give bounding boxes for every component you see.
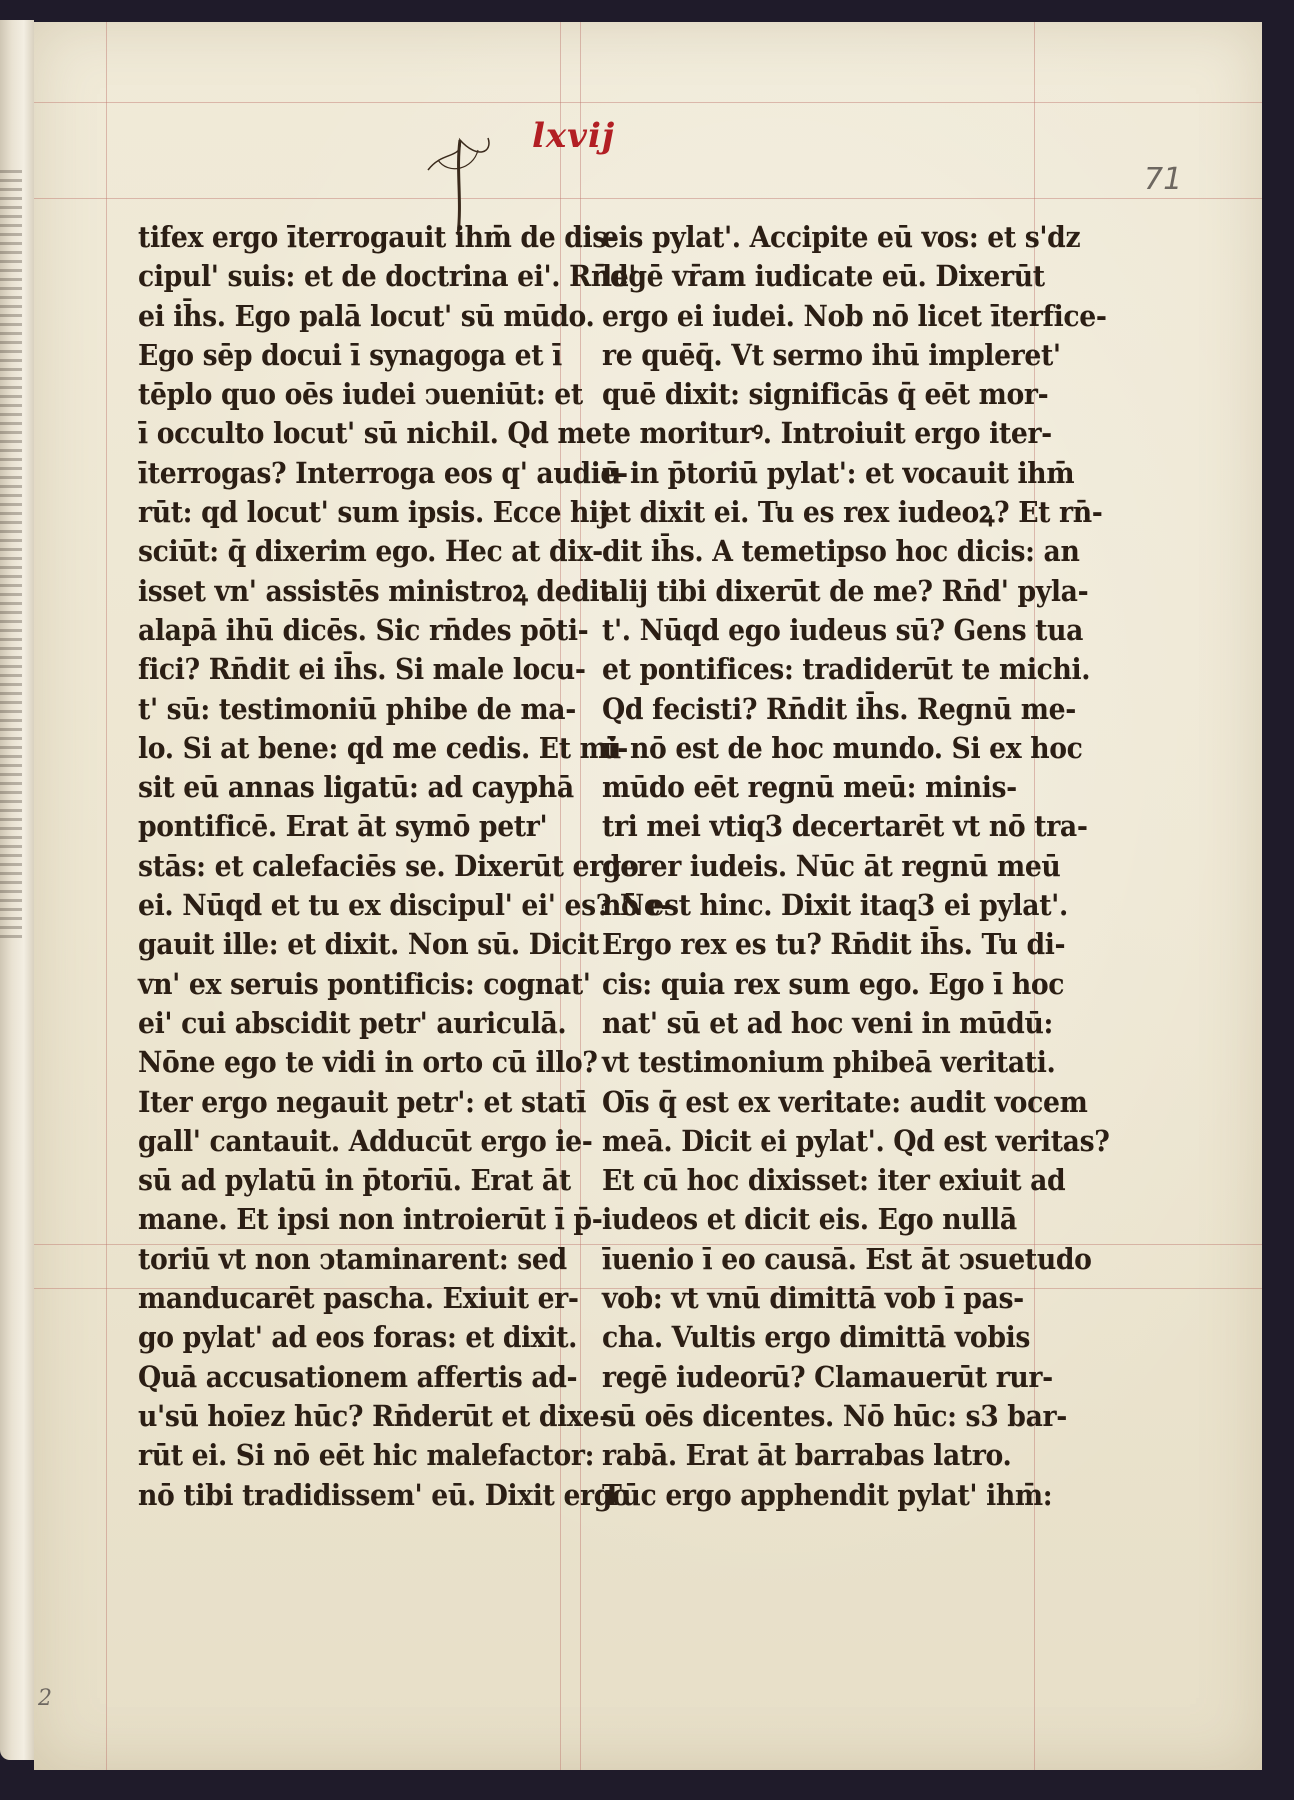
text-line: cis: quia rex sum ego. Ego ī hoc <box>602 966 1065 1001</box>
text-line: cipul' suis: et de doctrina ei'. Rn̄d' <box>138 259 637 294</box>
text-line: et pontifices: tradiderūt te michi. <box>602 652 1091 687</box>
text-line: nō tibi tradidissem' eū. Dixit ergo <box>138 1477 630 1512</box>
text-line: rūt: qd locut' sum ipsis. Ecce hij <box>138 495 609 530</box>
text-line: tifex ergo īterrogauit ihm̄ de dis- <box>138 220 618 254</box>
text-line: Iter ergo negauit petr': et statī <box>138 1084 587 1119</box>
text-line: iudeos et dicit eis. Ego nullā <box>602 1202 1017 1237</box>
folio-number: 71 <box>1144 162 1183 197</box>
ruling-line <box>106 22 107 1770</box>
text-line: t'. Nūqd ego iudeus sū? Gens tua <box>602 612 1084 647</box>
text-line: dit ih̄s. A temetipso hoc dicis: an <box>602 534 1080 569</box>
text-line: Oīs q̄ est ex veritate: audit vocem <box>602 1084 1088 1119</box>
text-line: meā. Dicit ei pylat'. Qd est veritas? <box>602 1123 1110 1158</box>
text-line: Quā accusationem affertis ad- <box>138 1359 578 1394</box>
text-line: nō est hinc. Dixit itaq3 ei pylat'. <box>602 888 1068 923</box>
text-line: tri mei vtiq3 decertarēt vt nō tra- <box>602 809 1088 844</box>
text-line: sū oēs dicentes. Nō hūc: s3 bar- <box>602 1398 1067 1433</box>
text-line: eis pylat'. Accipite eū vos: et s'dz <box>602 220 1081 254</box>
text-line: legē vr̄am iudicate eū. Dixerūt <box>602 259 1045 294</box>
text-line: īuenio ī eo causā. Est āt ↄsuetudo <box>602 1241 1092 1276</box>
text-line: et dixit ei. Tu es rex iudeoꝝ? Et rn̄- <box>602 495 1103 530</box>
text-line: Nōne ego te vidi in orto cū illo? <box>138 1045 598 1080</box>
text-line: stās: et calefaciēs se. Dixerūt ergo <box>138 848 639 883</box>
text-line: tēplo quo oēs iudei ↄueniūt: et <box>138 377 583 412</box>
text-line: toriū vt non ↄtaminarent: sed <box>138 1241 567 1276</box>
text-line: rūt ei. Si nō eēt hic malefactor: <box>138 1438 595 1473</box>
text-line: fici? Rn̄dit ei ih̄s. Si male locu- <box>138 652 586 687</box>
text-line: mūdo eēt regnū meū: minis- <box>602 770 1017 805</box>
text-line: sciūt: q̄ dixerim ego. Hec at dix- <box>138 534 603 569</box>
text-line: manducarēt pascha. Exiuit er- <box>138 1281 579 1316</box>
text-line: Tūc ergo apphendit pylat' ihm̄: <box>602 1477 1053 1512</box>
text-line: u'sū hoīez hūc? Rn̄derūt et dixe- <box>138 1398 610 1433</box>
text-line: sit eū annas ligatū: ad cayphā <box>138 770 574 805</box>
previous-leaf-edge <box>0 20 34 1760</box>
text-line: re quēq̄. Vt sermo ihū impleret' <box>602 337 1061 372</box>
text-line: go pylat' ad eos foras: et dixit. <box>138 1320 578 1355</box>
ruling-line <box>34 102 1262 103</box>
text-line: alapā ihū dicēs. Sic rn̄des pōti- <box>138 612 589 647</box>
text-column-right <box>602 218 1110 1515</box>
text-line: vn' ex seruis pontificis: cognat' <box>138 966 591 1001</box>
text-line: gauit ille: et dixit. Non sū. Dicit <box>138 927 599 962</box>
text-line: īterrogas? Interroga eos q' audie- <box>138 455 628 490</box>
text-line: sū ad pylatū in p̄torīū. Erat āt <box>138 1163 571 1198</box>
text-line: mane. Et ipsi non introierūt ī p̄- <box>138 1202 603 1237</box>
text-line: ū in p̄toriū pylat': et vocauit ihm̄ <box>602 455 1075 490</box>
text-line: nat' sū et ad hoc veni in mūdū: <box>602 1005 1053 1040</box>
text-line: ī occulto locut' sū nichil. Qd me <box>138 416 602 451</box>
text-line: regē iudeorū? Clamauerūt rur- <box>602 1359 1053 1394</box>
text-line: Et cū hoc dixisset: iter exiuit ad <box>602 1163 1066 1198</box>
text-line: alij tibi dixerūt de me? Rn̄d' pyla- <box>602 573 1089 608</box>
text-line: ei' cui abscidit petr' auriculā. <box>138 1005 567 1040</box>
text-line: lo. Si at bene: qd me cedis. Et mi- <box>138 730 628 765</box>
manuscript-page <box>34 22 1262 1770</box>
header-numeral: lxvij <box>532 116 616 156</box>
text-line: vob: vt vnū dimittā vob ī pas- <box>602 1281 1024 1316</box>
text-line: isset vn' assistēs ministroꝝ dedit <box>138 573 612 608</box>
previous-leaf-text <box>0 170 22 940</box>
text-line: cha. Vultis ergo dimittā vobis <box>602 1320 1031 1355</box>
text-line: pontificē. Erat āt symō petr' <box>138 809 548 844</box>
gutter-mark: 2 <box>38 1686 52 1711</box>
text-line: vt testimonium phibeā veritati. <box>602 1045 1056 1080</box>
text-line: Ergo rex es tu? Rn̄dit ih̄s. Tu di- <box>602 927 1066 962</box>
text-line: Ego sēp docui ī synagoga et ī <box>138 337 562 372</box>
text-line: gall' cantauit. Adducūt ergo ie- <box>138 1123 593 1158</box>
text-line: t' sū: testimoniū phibe de ma- <box>138 691 576 726</box>
text-line: ū nō est de hoc mundo. Si ex hoc <box>602 730 1083 765</box>
text-line: rabā. Erat āt barrabas latro. <box>602 1438 1012 1473</box>
text-line: ergo ei iudei. Nob nō licet īterfice- <box>602 298 1107 333</box>
text-line: quē dixit: significās q̄ eēt mor- <box>602 377 1049 412</box>
text-line: ei ih̄s. Ego palā locut' sū mūdo. <box>138 298 595 333</box>
text-column-left <box>138 218 672 1515</box>
text-line: te moriturꝰ. Introiuit ergo iter- <box>602 416 1052 451</box>
text-line: ei. Nūqd et tu ex discipul' ei' es? Ne- <box>138 888 672 923</box>
ruling-line <box>34 198 1262 199</box>
text-line: Qd fecisti? Rn̄dit ih̄s. Regnū me- <box>602 691 1076 726</box>
text-line: derer iudeis. Nūc āt regnū meū <box>602 848 1061 883</box>
